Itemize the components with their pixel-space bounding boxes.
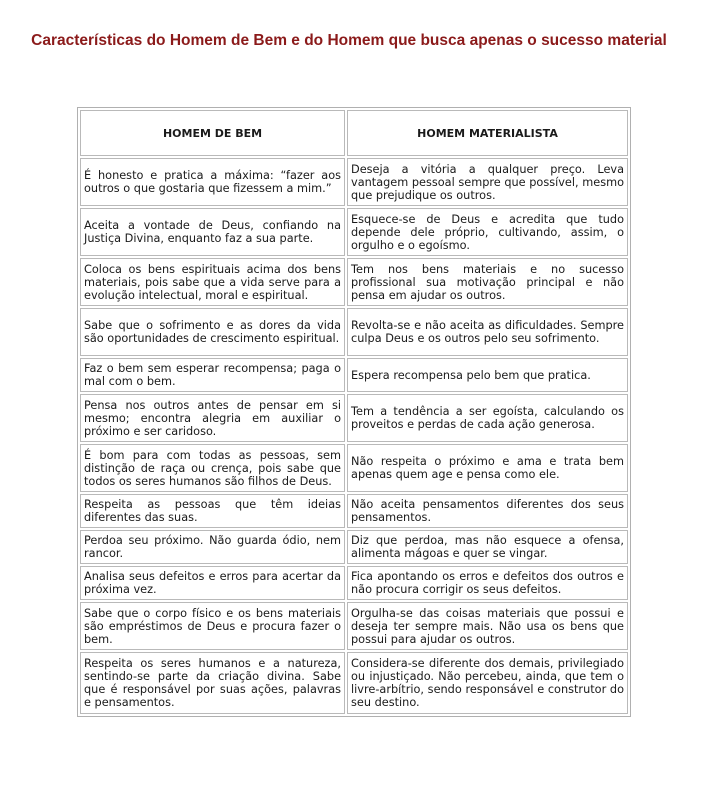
cell-homem-de-bem: Analisa seus defeitos e erros para acertar da próxima vez. xyxy=(80,566,345,600)
cell-homem-materialista: Esquece-se de Deus e acredita que tudo depende dele próprio, cultivando, assim, o orgulho e o egoísmo. xyxy=(347,208,628,256)
header-homem-materialista: HOMEM MATERIALISTA xyxy=(347,110,628,156)
cell-homem-materialista: Espera recompensa pelo bem que pratica. xyxy=(347,358,628,392)
cell-homem-materialista: Revolta-se e não aceita as dificuldades. Sempre culpa Deus e os outros pelo seu sofrimento. xyxy=(347,308,628,356)
cell-homem-materialista: Tem nos bens materiais e no sucesso profissional sua motivação principal e não pensa em ajudar os outros. xyxy=(347,258,628,306)
cell-homem-de-bem: Coloca os bens espirituais acima dos bens materiais, pois sabe que a vida serve para a evolução intelectual, moral e espiritual. xyxy=(80,258,345,306)
cell-homem-materialista: Diz que perdoa, mas não esquece a ofensa, alimenta mágoas e quer se vingar. xyxy=(347,530,628,564)
cell-homem-de-bem: Aceita a vontade de Deus, confiando na Justiça Divina, enquanto faz a sua parte. xyxy=(80,208,345,256)
cell-homem-materialista: Não aceita pensamentos diferentes dos seus pensamentos. xyxy=(347,494,628,528)
cell-homem-de-bem: Sabe que o corpo físico e os bens materiais são empréstimos de Deus e procura fazer o bem. xyxy=(80,602,345,650)
cell-homem-materialista: Deseja a vitória a qualquer preço. Leva vantagem pessoal sempre que possível, mesmo que prejudique os outros. xyxy=(347,158,628,206)
table-row xyxy=(80,394,628,442)
table-row xyxy=(80,444,628,492)
cell-homem-materialista: Considera-se diferente dos demais, privilegiado ou injustiçado. Não percebeu, ainda, que tem o livre-arbítrio, sendo responsável e construtor do seu destino. xyxy=(347,652,628,714)
table-body xyxy=(80,158,628,714)
table-row xyxy=(80,308,628,356)
table-row xyxy=(80,258,628,306)
cell-homem-materialista: Orgulha-se das coisas materiais que possui e deseja ter sempre mais. Não usa os bens que possui para ajudar os outros. xyxy=(347,602,628,650)
cell-homem-de-bem: É bom para com todas as pessoas, sem distinção de raça ou crença, pois sabe que todos os seres humanos são filhos de Deus. xyxy=(80,444,345,492)
cell-homem-materialista: Não respeita o próximo e ama e trata bem apenas quem age e pensa como ele. xyxy=(347,444,628,492)
page-title: Características do Homem de Bem e do Homem que busca apenas o sucesso material xyxy=(31,32,667,49)
header-homem-de-bem: HOMEM DE BEM xyxy=(80,110,345,156)
cell-homem-materialista: Fica apontando os erros e defeitos dos outros e não procura corrigir os seus defeitos. xyxy=(347,566,628,600)
table-row xyxy=(80,208,628,256)
cell-homem-de-bem: Perdoa seu próximo. Não guarda ódio, nem rancor. xyxy=(80,530,345,564)
table-row xyxy=(80,602,628,650)
table-row xyxy=(80,652,628,714)
comparison-table xyxy=(77,107,631,717)
table-row xyxy=(80,530,628,564)
table-row xyxy=(80,566,628,600)
cell-homem-de-bem: É honesto e pratica a máxima: “fazer aos outros o que gostaria que fizessem a mim.” xyxy=(80,158,345,206)
table-header-row xyxy=(80,110,628,156)
table-row xyxy=(80,158,628,206)
cell-homem-de-bem: Faz o bem sem esperar recompensa; paga o mal com o bem. xyxy=(80,358,345,392)
table-row xyxy=(80,358,628,392)
cell-homem-de-bem: Respeita os seres humanos e a natureza, sentindo-se parte da criação divina. Sabe que é responsável por suas ações, palavras e pensamentos. xyxy=(80,652,345,714)
cell-homem-de-bem: Respeita as pessoas que têm ideias diferentes das suas. xyxy=(80,494,345,528)
cell-homem-de-bem: Sabe que o sofrimento e as dores da vida são oportunidades de crescimento espiritual. xyxy=(80,308,345,356)
cell-homem-materialista: Tem a tendência a ser egoísta, calculando os proveitos e perdas de cada ação generosa. xyxy=(347,394,628,442)
cell-homem-de-bem: Pensa nos outros antes de pensar em si mesmo; encontra alegria em auxiliar o próximo e ser caridoso. xyxy=(80,394,345,442)
table-row xyxy=(80,494,628,528)
